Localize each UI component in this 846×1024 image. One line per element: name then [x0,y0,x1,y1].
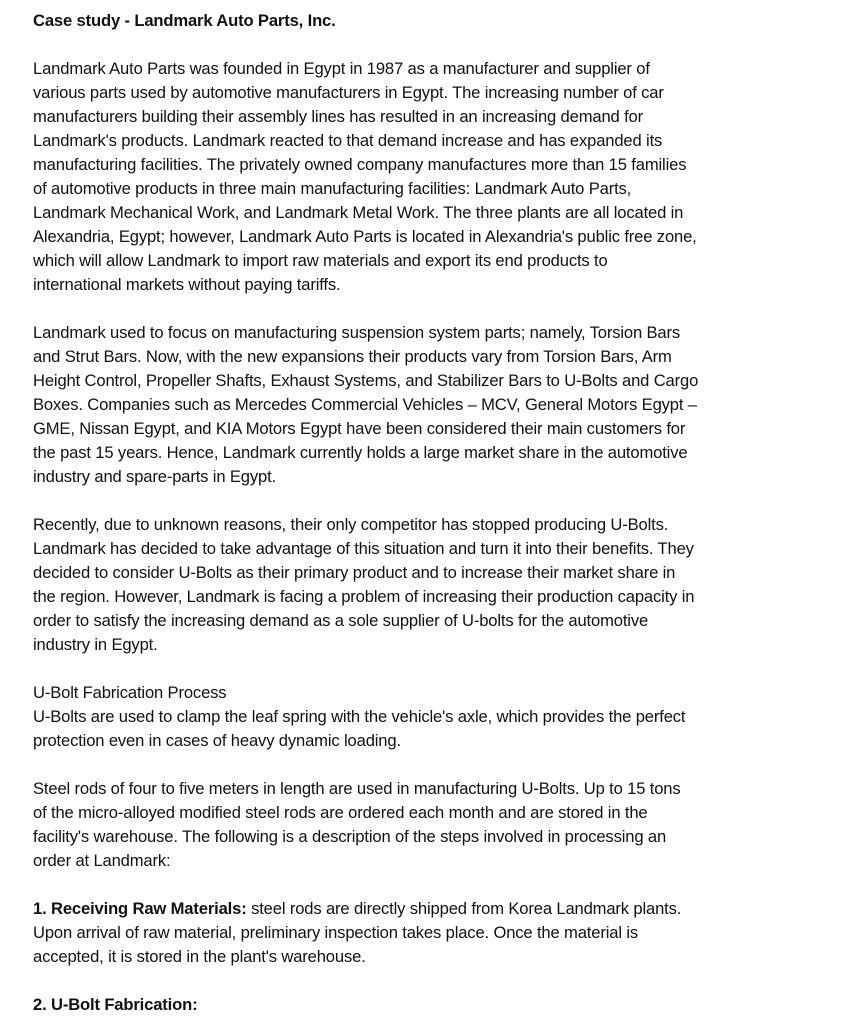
text-line: and Strut Bars. Now, with the new expansions their products vary from Torsion Bars, Arm [33,347,672,366]
text-line: the past 15 years. Hence, Landmark currently holds a large market share in the automotive [33,443,688,462]
text-line: GME, Nissan Egypt, and KIA Motors Egypt have been considered their main customers for [33,419,686,438]
text-line: Landmark Auto Parts was founded in Egypt in 1987 as a manufacturer and supplier of [33,59,650,78]
text-line: Recently, due to unknown reasons, their only competitor has stopped producing U-Bolts. [33,515,669,534]
text-line: Steel rods of four to five meters in length are used in manufacturing U-Bolts. Up to 15 tons [33,779,681,798]
text-line: facility's warehouse. The following is a description of the steps involved in processing an [33,827,667,846]
document-page [33,0,823,1017]
text-line: order to satisfy the increasing demand as a sole supplier of U-bolts for the automotive [33,611,649,630]
section-heading: U-Bolt Fabrication Process [33,683,227,702]
text-line: manufacturing facilities. The privately owned company manufactures more than 15 families [33,155,687,174]
step-receiving-raw-materials [33,897,823,969]
text-line [33,897,823,921]
text-line: of automotive products in three main manufacturing facilities: Landmark Auto Parts, [33,179,632,198]
text-line: Upon arrival of raw material, preliminary inspection takes place. Once the material is [33,923,639,942]
text-line: industry and spare-parts in Egypt. [33,467,277,486]
step-u-bolt-fabrication [33,993,823,1017]
text-line: Landmark used to focus on manufacturing suspension system parts; namely, Torsion Bars [33,323,681,342]
text-line: Landmark Mechanical Work, and Landmark Metal Work. The three plants are all located in [33,203,684,222]
paragraph-fabrication-process [33,681,823,753]
paragraph-competitor [33,513,823,657]
text-line: accepted, it is stored in the plant's warehouse. [33,947,366,966]
text-line: manufacturers building their assembly lines has resulted in an increasing demand for [33,107,643,126]
text-line: of the micro-alloyed modified steel rods are ordered each month and are stored in the [33,803,648,822]
text-line: Landmark has decided to take advantage of this situation and turn it into their benefits. They [33,539,694,558]
text-line: Boxes. Companies such as Mercedes Commercial Vehicles – MCV, General Motors Egypt – [33,395,697,414]
text-line: which will allow Landmark to import raw materials and export its end products to [33,251,608,270]
step-label: 1. Receiving Raw Materials: [33,899,247,918]
text-line: industry in Egypt. [33,635,158,654]
text-line: Landmark's products. Landmark reacted to that demand increase and has expanded its [33,131,663,150]
paragraph-steel-rods [33,777,823,873]
text-line: U-Bolts are used to clamp the leaf spring with the vehicle's axle, which provides the perfect [33,707,686,726]
text-line: Height Control, Propeller Shafts, Exhaust Systems, and Stabilizer Bars to U-Bolts and Cargo [33,371,699,390]
text-line: international markets without paying tariffs. [33,275,341,294]
paragraph-products [33,321,823,489]
paragraph-intro [33,57,823,297]
text-line: Alexandria, Egypt; however, Landmark Auto Parts is located in Alexandria's public free zone, [33,227,697,246]
step-text: steel rods are directly shipped from Korea Landmark plants. [246,899,682,918]
step-label: 2. U-Bolt Fabrication: [33,995,198,1014]
text-line: the region. However, Landmark is facing a problem of increasing their production capacity in [33,587,695,606]
text-line: decided to consider U-Bolts as their primary product and to increase their market share in [33,563,676,582]
text-line: order at Landmark: [33,851,171,870]
text-line: various parts used by automotive manufacturers in Egypt. The increasing number of car [33,83,664,102]
case-study-title: Case study - Landmark Auto Parts, Inc. [33,11,336,30]
cut-off-heading [33,0,823,9]
text-line: protection even in cases of heavy dynamic loading. [33,731,401,750]
